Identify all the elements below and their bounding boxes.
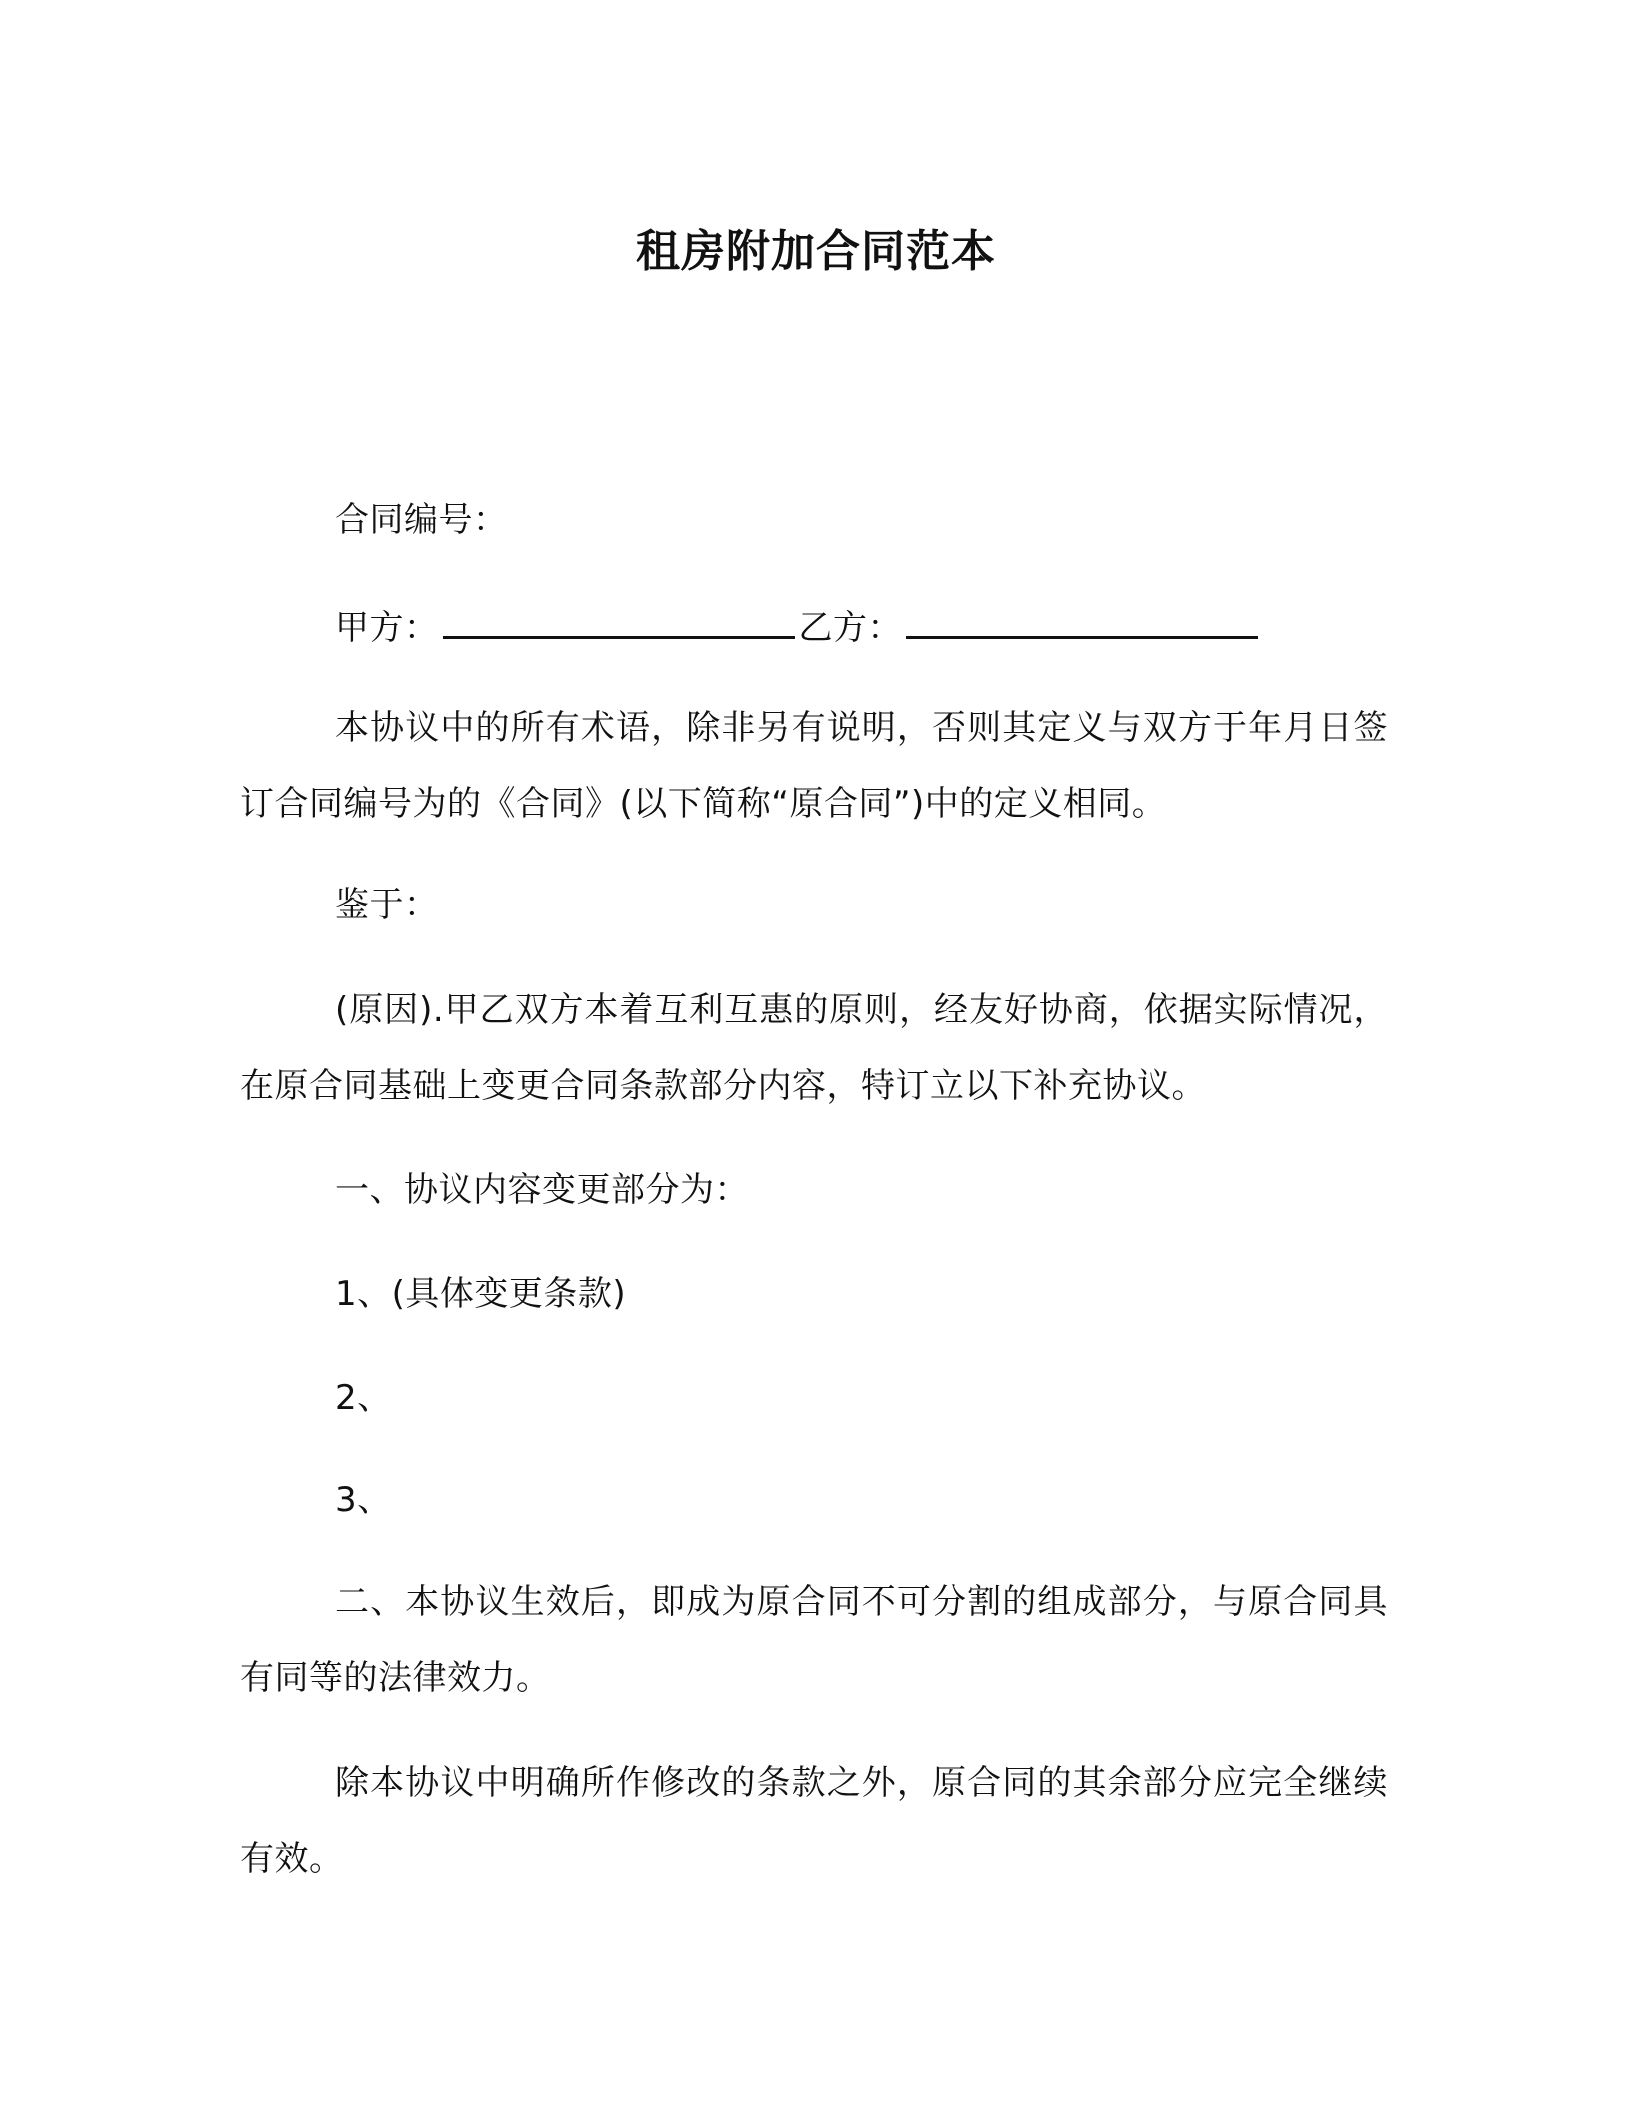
whereas-label: 鉴于： xyxy=(335,885,439,925)
party-b-label: 乙方： xyxy=(798,608,902,648)
party-b-blank[interactable] xyxy=(906,600,1258,639)
change-item-3: 3、 xyxy=(335,1480,392,1520)
change-item-2: 2、 xyxy=(335,1378,392,1418)
section-two-paragraph: 二、本协议生效后，即成为原合同不可分割的组成部分，与原合同具有同等的法律效力。 xyxy=(240,1582,1388,1698)
remainder-paragraph: 除本协议中明确所作修改的条款之外，原合同的其余部分应完全继续有效。 xyxy=(240,1763,1388,1879)
document-title: 租房附加合同范本 xyxy=(636,226,996,277)
reason-paragraph: (原因).甲乙双方本着互利互惠的原则，经友好协商，依据实际情况，在原合同基础上变更合同条款部分内容，特订立以下补充协议。 xyxy=(240,990,1388,1106)
terms-paragraph: 本协议中的所有术语，除非另有说明，否则其定义与双方于年月日签订合同编号为的《合同》(以下简称“原合同”)中的定义相同。 xyxy=(240,708,1388,824)
parties-line xyxy=(335,598,1262,658)
change-item-1: 1、(具体变更条款) xyxy=(335,1274,627,1314)
section-one-heading: 一、协议内容变更部分为： xyxy=(335,1170,749,1210)
party-a-blank[interactable] xyxy=(443,600,795,639)
contract-number-label: 合同编号： xyxy=(335,500,508,540)
party-a-label: 甲方： xyxy=(335,608,439,648)
